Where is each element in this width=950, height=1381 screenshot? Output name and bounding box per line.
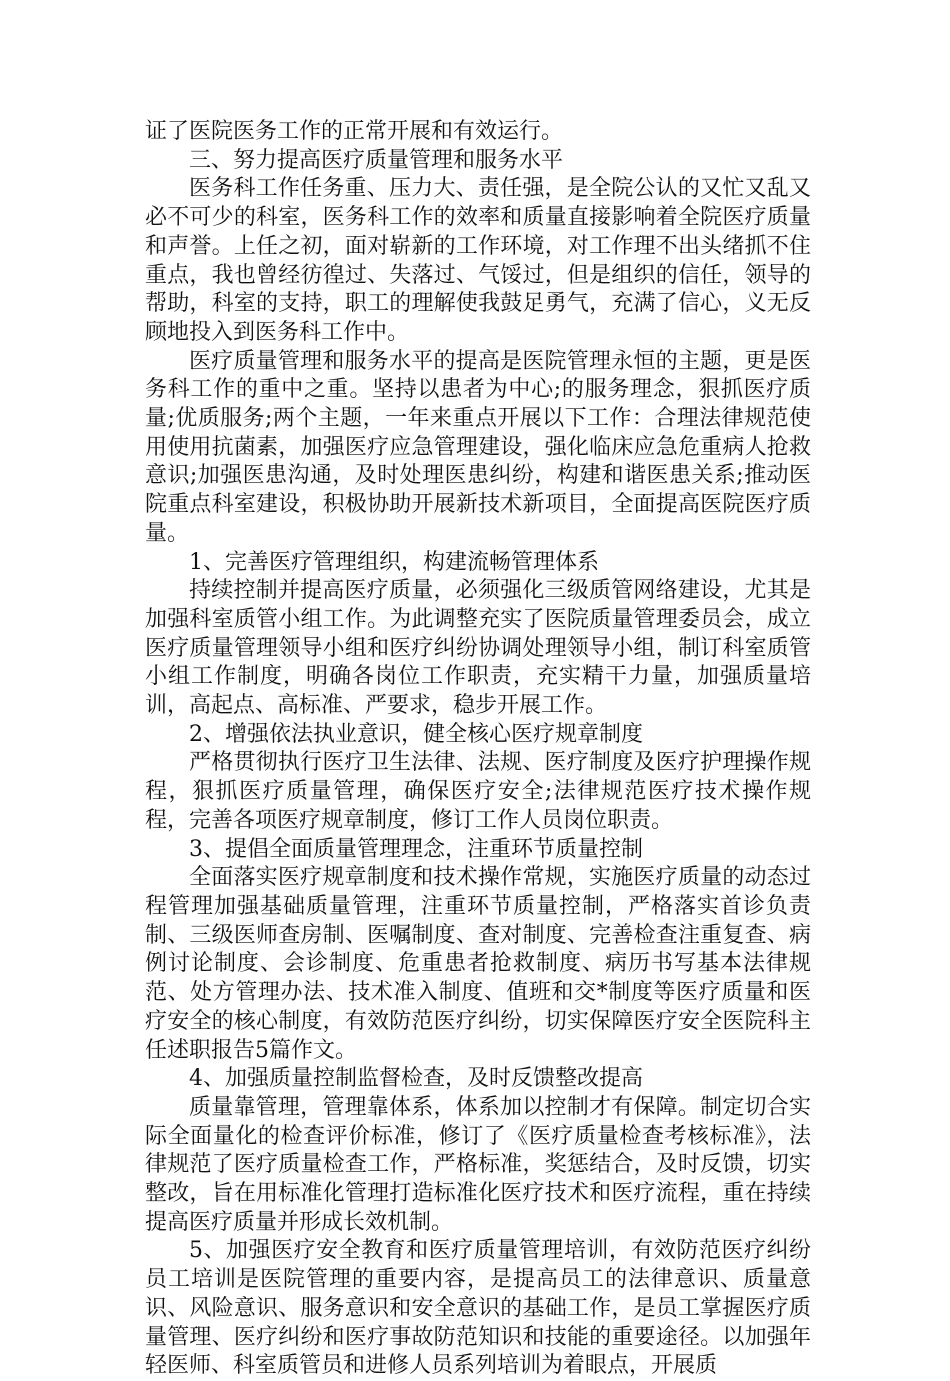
paragraph: 证了医院医务工作的正常开展和有效运行。 [145,119,564,144]
paragraph: 质量靠管理，管理靠体系，体系加以控制才有保障。制定切合实际全面量化的检查评价标准，修订了《医疗质量检查考核标准》，法律规范了医疗质量检查工作，严格标准，奖惩结合，及时反馈，切实整改，旨在用标准化管理打造标准化医疗技术和医疗流程，重在持续提高医疗质量并形成长效机制。 [145,1094,811,1235]
paragraph: 持续控制并提高医疗质量，必须强化三级质管网络建设，尤其是加强科室质管小组工作。为此调整充实了医院质量管理委员会，成立医疗质量管理领导小组和医疗纠纷协调处理领导小组，制订科室质管小组工作制度，明确各岗位工作职责，充实精干力量，加强质量培训，高起点、高标准、严要求，稳步开展工作。 [145,578,811,719]
section-heading: 4、加强质量控制监督检查，及时反馈整改提高 [189,1066,643,1092]
document-page [145,118,811,1381]
section-heading: 1、完善医疗管理组织，构建流畅管理体系 [189,549,599,575]
paragraph: 全面落实医疗规章制度和技术操作常规，实施医疗质量的动态过程管理加强基础质量管理，注重环节质量控制，严格落实首诊负责制、三级医师查房制、医嘱制度、查对制度、完善检查注重复查、病例讨论制度、会诊制度、危重患者抢救制度、病历书写基本法律规范、处方管理办法、技术准入制度、值班和交*制度等医疗质量和医疗安全的核心制度，有效防范医疗纠纷，切实保障医疗安全医院科主任述职报告5篇作文。 [145,865,811,1063]
paragraph: 5、加强医疗安全教育和医疗质量管理培训，有效防范医疗纠纷员工培训是医院管理的重要内容，是提高员工的法律意识、质量意识、风险意识、服务意识和安全意识的基础工作，是员工掌握医疗质量管理、医疗纠纷和医疗事故防范知识和技能的重要途径。以加强年轻医师、科室质管员和进修人员系列培训为着眼点，开展质 [145,1238,811,1379]
section-heading: 3、提倡全面质量管理理念，注重环节质量控制 [189,836,643,862]
paragraph: 严格贯彻执行医疗卫生法律、法规、医疗制度及医疗护理操作规程，狠抓医疗质量管理，确保医疗安全;法律规范医疗技术操作规程，完善各项医疗规章制度，修订工作人员岗位职责。 [145,750,811,833]
section-heading: 三、努力提高医疗质量管理和服务水平 [189,147,564,173]
paragraph: 医疗质量管理和服务水平的提高是医院管理永恒的主题，更是医务科工作的重中之重。坚持以患者为中心;的服务理念，狠抓医疗质量;优质服务;两个主题，一年来重点开展以下工作：合理法律规范使用使用抗菌素，加强医疗应急管理建设，强化临床应急危重病人抢救意识;加强医患沟通，及时处理医患纠纷，构建和谐医患关系;推动医院重点科室建设，积极协助开展新技术新项目，全面提高医院医疗质量。 [145,348,811,546]
paragraph: 医务科工作任务重、压力大、责任强，是全院公认的又忙又乱又必不可少的科室，医务科工作的效率和质量直接影响着全院医疗质量和声誉。上任之初，面对崭新的工作环境，对工作理不出头绪抓不住重点，我也曾经彷徨过、失落过、气馁过，但是组织的信任，领导的帮助，科室的支持，职工的理解使我鼓足勇气，充满了信心，义无反顾地投入到医务科工作中。 [145,176,811,345]
section-heading: 2、增强依法执业意识，健全核心医疗规章制度 [189,721,643,747]
